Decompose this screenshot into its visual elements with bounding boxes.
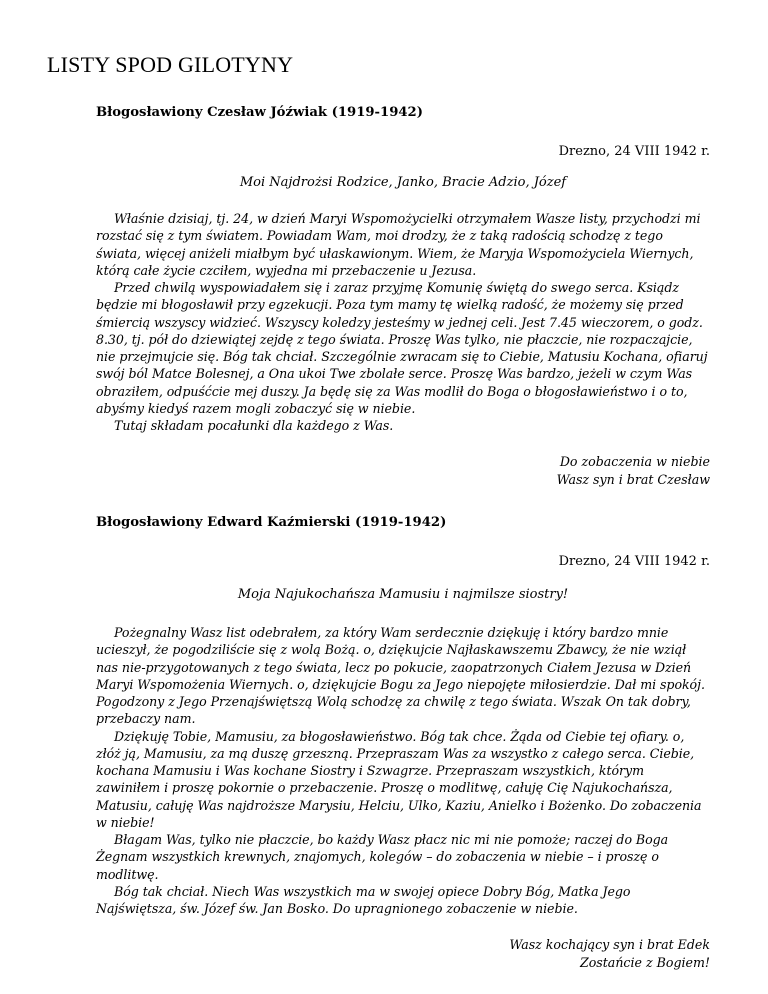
letter-salutation: Moi Najdrożsi Rodzice, Janko, Bracie Adzio, Józef [239, 175, 567, 190]
letter-date: Drezno, 24 VIII 1942 r. [558, 554, 710, 569]
letter-author: Błogosławiony Czesław Jóźwiak (1919-1942) [96, 105, 423, 120]
letter-paragraph: Dziękuję Tobie, Mamusiu, za błogosławieństwo. Bóg tak chce. Żąda od Ciebie tej ofiary. o, złóż ją, Mamusiu, za mą duszę grzeszną. Przepraszam Was za wszystko z całego serca. Ciebie, kochana Mamusiu i Was kochane Siostry i Szwagrze. Przepraszam wszystkich, którym zawiniłem i proszę pokornie o przebaczenie. Proszę o modlitwę, całuję Cię Najukochańsza, Matusiu, całuję Was najdroższe Marysiu, Helciu, Ulko, Kaziu, Anielko i Bożenko. Do zobaczenia w niebie! [96, 728, 702, 830]
signature-line: Wasz kochający syn i brat Edek [509, 937, 710, 953]
letter-body [96, 210, 710, 434]
letter-salutation: Moja Najukochańsza Mamusiu i najmilsze siostry! [237, 587, 569, 602]
letter-paragraph: Bóg tak chciał. Niech Was wszystkich ma w swojej opiece Dobry Bóg, Matka Jego Najświętsza, św. Józef św. Jan Bosko. Do upragnionego zobaczenie w niebie. [96, 883, 631, 916]
letter-paragraph: Tutaj składam pocałunki dla każdego z Was. [114, 418, 394, 433]
letter-author: Błogosławiony Edward Kaźmierski (1919-1942) [96, 515, 447, 530]
letter-signature [96, 453, 710, 488]
letter-paragraph: Pożegnalny Wasz list odebrałem, za który Wam serdecznie dziękuję i który bardzo mnie ucieszył, że pogodziliście się z wolą Bożą. o, dziękujcie Najłaskawszemu Zbawcy, że nie wziął nas nie-przygotowanych z tego świata, lecz po pokucie, zaopatrzonych Ciałem Jezusa w Dzień Maryi Wspomożenia Wiernych. o, dziękujcie Bogu za Jego niepojęte miłosierdzie. Dał mi spokój. Pogodzony z Jego Przenajświętszą Wolą schodzę za chwilę z tego świata. Wszak On tak dobry, przebaczy nam. [96, 625, 705, 727]
letter-paragraph: Właśnie dzisiaj, tj. 24, w dzień Maryi Wspomożycielki otrzymałem Wasze listy, przychodzi mi rozstać się z tym światem. Powiadam Wam, moi drodzy, że z taką radością schodzę z tego świata, więcej aniżeli miałbym być ułaskawionym. Wiem, że Maryja Wspomożyciela Wiernych, którą całe życie czciłem, wyjedna mi przebaczenie u Jezusa. [96, 211, 701, 278]
signature-line: Wasz syn i brat Czesław [556, 471, 710, 487]
letter-paragraph: Przed chwilą wyspowiadałem się i zaraz przyjmę Komunię świętą do swego serca. Ksiądz będzie mi błogosławił przy egzekucji. Poza tym mamy tę wielką radość, że możemy się przed śmiercią wszyscy widzieć. Wszyscy koledzy jesteśmy w jednej celi. Jest 7.45 wieczorem, o godz. 8.30, tj. pół do dziewiątej zejdę z tego świata. Proszę Was tylko, nie płaczcie, nie rozpaczajcie, nie przejmujcie się. Bóg tak chciał. Szczególnie zwracam się to Ciebie, Matusiu Kochana, ofiaruj swój ból Matce Bolesnej, a Ona ukoi Twe zbolałe serce. Proszę Was bardzo, jeżeli w czym Was obraziłem, odpuśćcie mej duszy. Ja będę się za Was modlił do Boga o błogosławieństwo i o to, abyśmy kiedyś razem mogli zobaczyć się w niebie. [96, 280, 708, 416]
letter-signature [96, 936, 710, 971]
signature-line: Zostańcie z Bogiem! [579, 954, 710, 970]
letter-kazmierski [96, 513, 710, 971]
document-title: LISTY SPOD GILOTYNY [47, 52, 294, 77]
letter-jozwiak [96, 103, 710, 488]
letter-paragraph: Błagam Was, tylko nie płaczcie, bo każdy Wasz płacz nic mi nie pomoże; raczej do Boga Żegnam wszystkich krewnych, znajomych, kolegów – do zobaczenia w niebie – i proszę o modlitwę. [96, 832, 669, 882]
signature-line: Do zobaczenia w niebie [559, 454, 710, 470]
letter-date: Drezno, 24 VIII 1942 r. [558, 144, 710, 159]
letter-body [96, 624, 710, 917]
